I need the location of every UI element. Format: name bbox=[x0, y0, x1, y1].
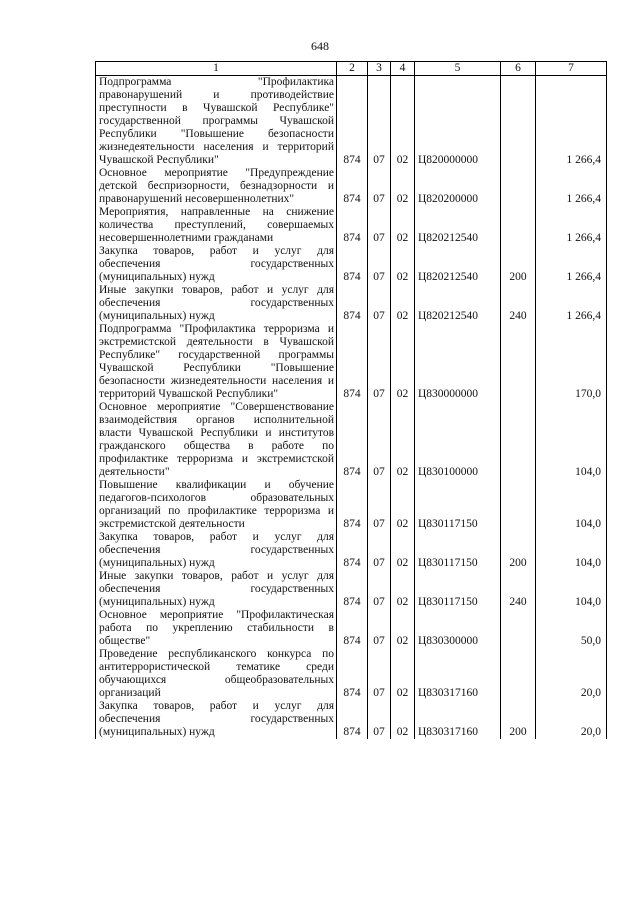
table-row bbox=[96, 323, 607, 401]
row-amount-cell: 104,0 bbox=[536, 401, 607, 479]
row-expense-type-cell: 200 bbox=[501, 245, 536, 284]
row-subsection-cell: 02 bbox=[391, 206, 415, 245]
row-subsection-cell: 02 bbox=[391, 76, 415, 168]
row-section-cell: 07 bbox=[368, 167, 391, 206]
row-name-cell: Основное мероприятие "Совершенствование взаимодействия органов исполнительной власти Чувашской Республики и институтов гражданского общества в работе по профилактике терроризма и экстремистской деятельности" bbox=[96, 401, 337, 479]
row-expense-type-cell bbox=[501, 479, 536, 531]
row-expense-type-cell: 200 bbox=[501, 700, 536, 739]
row-section-cell: 07 bbox=[368, 700, 391, 739]
row-target-article-cell: Ц830317160 bbox=[415, 700, 501, 739]
row-ministry-code-cell: 874 bbox=[337, 323, 368, 401]
row-section-cell: 07 bbox=[368, 401, 391, 479]
row-name-cell: Подпрограмма "Профилактика терроризма и экстремистской деятельности в Чувашской Республике" государственной программы Чувашской Республики "Повышение безопасности жизнедеятельности населения и территорий Чувашской Республики" bbox=[96, 323, 337, 401]
row-target-article-cell: Ц830000000 bbox=[415, 323, 501, 401]
row-section-cell: 07 bbox=[368, 609, 391, 648]
row-section-cell: 07 bbox=[368, 206, 391, 245]
row-amount-cell: 20,0 bbox=[536, 700, 607, 739]
row-subsection-cell: 02 bbox=[391, 323, 415, 401]
row-target-article-cell: Ц830117150 bbox=[415, 570, 501, 609]
row-subsection-cell: 02 bbox=[391, 570, 415, 609]
row-target-article-cell: Ц830117150 bbox=[415, 531, 501, 570]
column-header: 1 bbox=[96, 62, 337, 76]
row-amount-cell: 1 266,4 bbox=[536, 76, 607, 168]
row-ministry-code-cell: 874 bbox=[337, 284, 368, 323]
row-name-cell: Мероприятия, направленные на снижение количества преступлений, совершаемых несовершеннолетними гражданами bbox=[96, 206, 337, 245]
row-section-cell: 07 bbox=[368, 648, 391, 700]
row-ministry-code-cell: 874 bbox=[337, 245, 368, 284]
row-name-cell: Закупка товаров, работ и услуг для обеспечения государственных (муниципальных) нужд bbox=[96, 245, 337, 284]
table-row bbox=[96, 76, 607, 168]
row-amount-cell: 104,0 bbox=[536, 479, 607, 531]
column-header: 5 bbox=[415, 62, 501, 76]
row-section-cell: 07 bbox=[368, 531, 391, 570]
row-ministry-code-cell: 874 bbox=[337, 167, 368, 206]
row-name-cell: Закупка товаров, работ и услуг для обеспечения государственных (муниципальных) нужд bbox=[96, 531, 337, 570]
table-row bbox=[96, 609, 607, 648]
row-name-cell: Основное мероприятие "Предупреждение детской беспризорности, безнадзорности и правонарушений несовершеннолетних" bbox=[96, 167, 337, 206]
row-expense-type-cell bbox=[501, 323, 536, 401]
row-subsection-cell: 02 bbox=[391, 479, 415, 531]
row-subsection-cell: 02 bbox=[391, 700, 415, 739]
column-header: 2 bbox=[337, 62, 368, 76]
row-ministry-code-cell: 874 bbox=[337, 609, 368, 648]
column-header: 4 bbox=[391, 62, 415, 76]
row-expense-type-cell bbox=[501, 206, 536, 245]
row-target-article-cell: Ц820212540 bbox=[415, 206, 501, 245]
row-name-cell: Закупка товаров, работ и услуг для обеспечения государственных (муниципальных) нужд bbox=[96, 700, 337, 739]
table-row bbox=[96, 167, 607, 206]
row-amount-cell: 170,0 bbox=[536, 323, 607, 401]
row-subsection-cell: 02 bbox=[391, 401, 415, 479]
row-target-article-cell: Ц830100000 bbox=[415, 401, 501, 479]
row-section-cell: 07 bbox=[368, 570, 391, 609]
row-target-article-cell: Ц820000000 bbox=[415, 76, 501, 168]
column-header: 6 bbox=[501, 62, 536, 76]
row-expense-type-cell bbox=[501, 76, 536, 168]
row-section-cell: 07 bbox=[368, 284, 391, 323]
table-row bbox=[96, 648, 607, 700]
row-subsection-cell: 02 bbox=[391, 609, 415, 648]
row-subsection-cell: 02 bbox=[391, 284, 415, 323]
row-expense-type-cell bbox=[501, 648, 536, 700]
row-ministry-code-cell: 874 bbox=[337, 401, 368, 479]
row-expense-type-cell bbox=[501, 401, 536, 479]
row-section-cell: 07 bbox=[368, 479, 391, 531]
row-amount-cell: 1 266,4 bbox=[536, 245, 607, 284]
row-name-cell: Иные закупки товаров, работ и услуг для обеспечения государственных (муниципальных) нужд bbox=[96, 570, 337, 609]
row-name-cell: Основное мероприятие "Профилактическая работа по укреплению стабильности в обществе" bbox=[96, 609, 337, 648]
row-amount-cell: 104,0 bbox=[536, 570, 607, 609]
page-number: 648 bbox=[311, 39, 329, 53]
row-ministry-code-cell: 874 bbox=[337, 76, 368, 168]
row-expense-type-cell: 240 bbox=[501, 284, 536, 323]
row-expense-type-cell: 240 bbox=[501, 570, 536, 609]
row-subsection-cell: 02 bbox=[391, 245, 415, 284]
row-amount-cell: 104,0 bbox=[536, 531, 607, 570]
row-target-article-cell: Ц820212540 bbox=[415, 284, 501, 323]
row-subsection-cell: 02 bbox=[391, 531, 415, 570]
row-section-cell: 07 bbox=[368, 245, 391, 284]
row-ministry-code-cell: 874 bbox=[337, 479, 368, 531]
table-row bbox=[96, 245, 607, 284]
row-target-article-cell: Ц820200000 bbox=[415, 167, 501, 206]
row-amount-cell: 1 266,4 bbox=[536, 284, 607, 323]
table-row bbox=[96, 479, 607, 531]
row-ministry-code-cell: 874 bbox=[337, 206, 368, 245]
row-name-cell: Повышение квалификации и обучение педагогов-психологов образовательных организаций по профилактике терроризма и экстремистской деятельности bbox=[96, 479, 337, 531]
table-row bbox=[96, 284, 607, 323]
row-expense-type-cell bbox=[501, 609, 536, 648]
table-row bbox=[96, 570, 607, 609]
row-target-article-cell: Ц830317160 bbox=[415, 648, 501, 700]
row-name-cell: Проведение республиканского конкурса по антитеррористической тематике среди обучающихся общеобразовательных организаций bbox=[96, 648, 337, 700]
row-amount-cell: 20,0 bbox=[536, 648, 607, 700]
row-target-article-cell: Ц830300000 bbox=[415, 609, 501, 648]
row-ministry-code-cell: 874 bbox=[337, 531, 368, 570]
column-number-row bbox=[96, 62, 607, 76]
row-expense-type-cell: 200 bbox=[501, 531, 536, 570]
row-ministry-code-cell: 874 bbox=[337, 648, 368, 700]
row-section-cell: 07 bbox=[368, 76, 391, 168]
row-amount-cell: 50,0 bbox=[536, 609, 607, 648]
row-name-cell: Подпрограмма "Профилактика правонарушений и противодействие преступности в Чувашской Республике" государственной программы Чувашской Республики "Повышение безопасности жизнедеятельности населения и территорий Чувашской Республики" bbox=[96, 76, 337, 168]
table-row bbox=[96, 206, 607, 245]
table-row bbox=[96, 700, 607, 739]
row-target-article-cell: Ц830117150 bbox=[415, 479, 501, 531]
budget-table bbox=[95, 61, 607, 739]
row-ministry-code-cell: 874 bbox=[337, 700, 368, 739]
table-row bbox=[96, 531, 607, 570]
row-subsection-cell: 02 bbox=[391, 648, 415, 700]
row-expense-type-cell bbox=[501, 167, 536, 206]
row-subsection-cell: 02 bbox=[391, 167, 415, 206]
row-target-article-cell: Ц820212540 bbox=[415, 245, 501, 284]
row-amount-cell: 1 266,4 bbox=[536, 206, 607, 245]
row-section-cell: 07 bbox=[368, 323, 391, 401]
column-header: 3 bbox=[368, 62, 391, 76]
table-row bbox=[96, 401, 607, 479]
column-header: 7 bbox=[536, 62, 607, 76]
row-name-cell: Иные закупки товаров, работ и услуг для обеспечения государственных (муниципальных) нужд bbox=[96, 284, 337, 323]
row-amount-cell: 1 266,4 bbox=[536, 167, 607, 206]
row-ministry-code-cell: 874 bbox=[337, 570, 368, 609]
